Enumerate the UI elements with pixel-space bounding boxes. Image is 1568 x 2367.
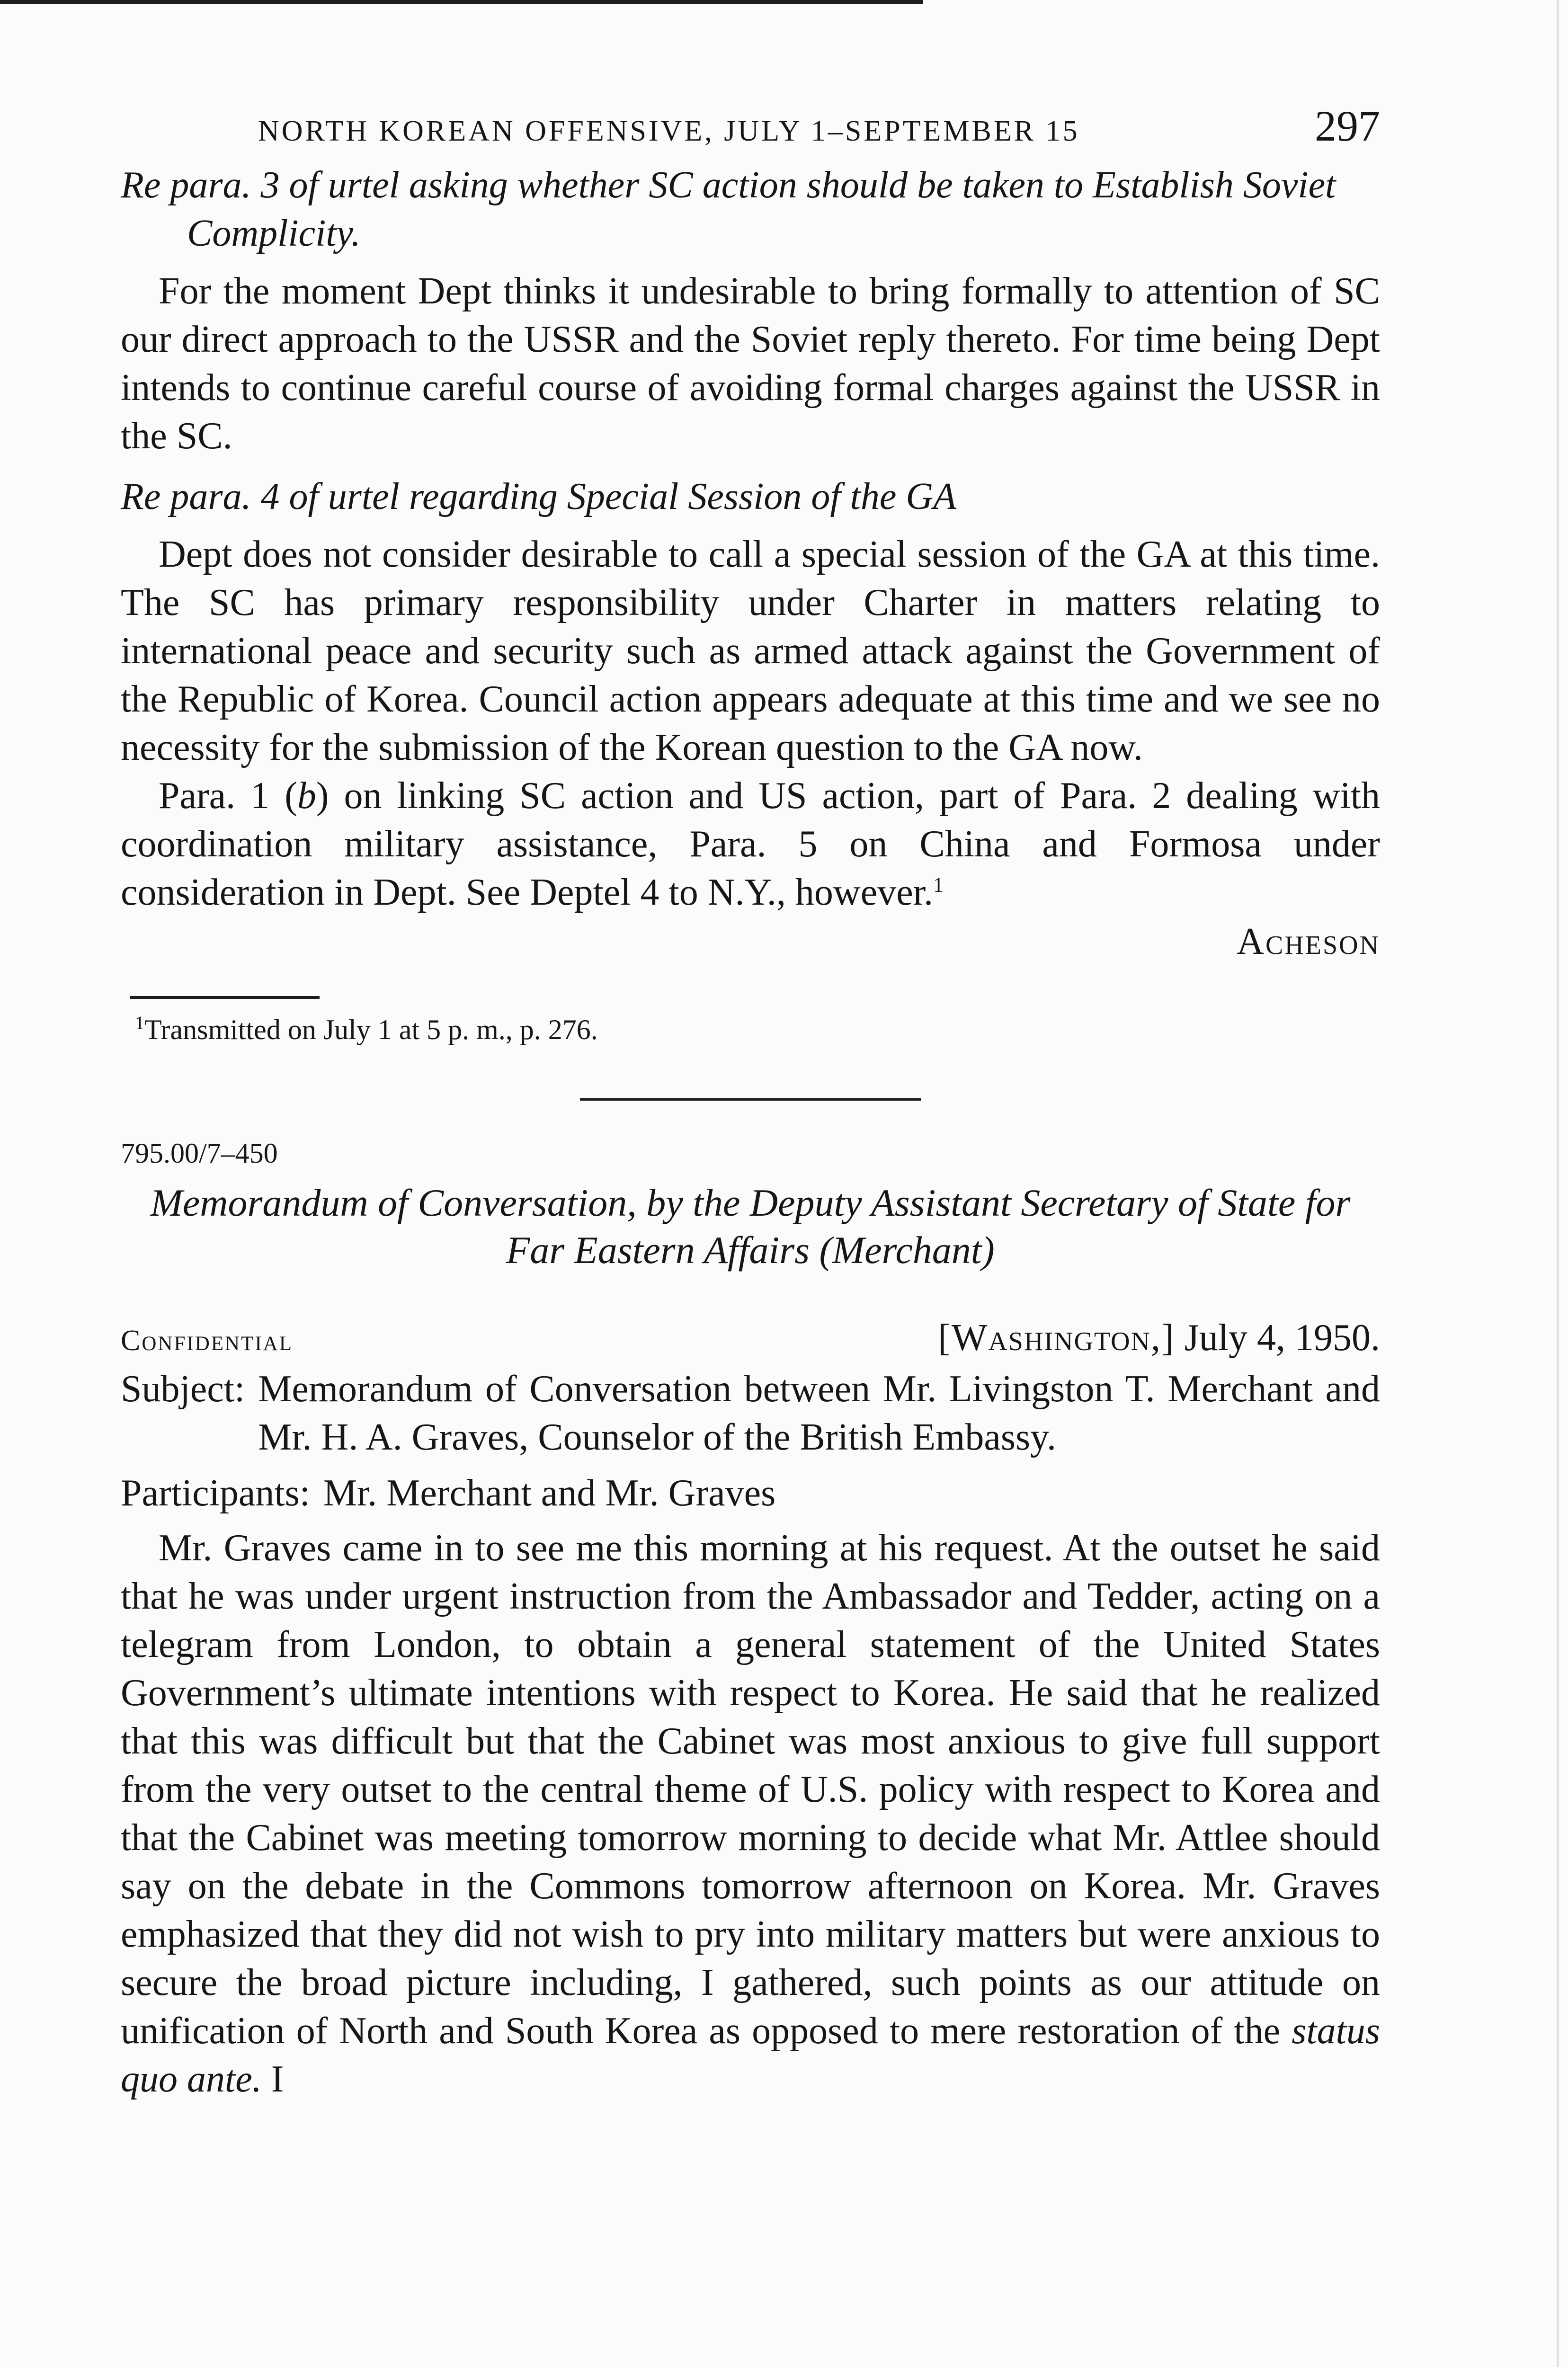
participants-text: Mr. Merchant and Mr. Graves — [323, 1472, 776, 1514]
participants-label: Participants: — [121, 1472, 310, 1514]
footnote-reference: 1 — [933, 873, 944, 897]
document-page — [121, 102, 1380, 2103]
footnote-mark: 1 — [135, 1012, 144, 1033]
memo-title: Memorandum of Conversation, by the Deputy Assistant Secretary of State for Far Eastern Affairs (Merchant) — [150, 1181, 1351, 1272]
participants-row — [121, 1469, 1380, 1517]
file-number: 795.00/7–450 — [121, 1138, 278, 1169]
memo-body-latin: status quo ante. — [121, 2010, 1380, 2100]
running-title: NORTH KOREAN OFFENSIVE, JULY 1–SEPTEMBER 15 — [258, 115, 1080, 147]
section-heading-para-4: Re para. 4 of urtel regarding Special Session of the GA — [121, 476, 956, 517]
memo-body-paragraph — [121, 1524, 1380, 2103]
section-separator — [580, 1098, 921, 1101]
top-edge-rule — [0, 0, 923, 4]
footnote — [135, 1012, 1380, 1047]
place-date — [938, 1314, 1380, 1362]
footnote-rule — [130, 996, 320, 999]
place: [Washington,] — [938, 1317, 1175, 1359]
footnote-text: Transmitted on July 1 at 5 p. m., p. 276. — [144, 1014, 598, 1045]
subject-text: Memorandum of Conversation between Mr. Livingston T. Merchant and Mr. H. A. Graves, Counselor of the British Embassy. — [258, 1368, 1380, 1458]
para-1b-letter: b — [297, 775, 316, 817]
para-1b-text-c: ) on linking SC action and US action, part of Para. 2 dealing with coordination military assistance, Para. 5 on China and Formosa under consideration in Dept. See Deptel 4 to N.Y., however. — [121, 775, 1380, 913]
section-heading-para-3: Re para. 3 of urtel asking whether SC action should be taken to Establish Soviet Complicity. — [121, 164, 1336, 254]
running-head — [121, 102, 1380, 155]
memo-body-text: Mr. Graves came in to see me this morning at his request. At the outset he said that he was under urgent instruction from the Ambassador and Tedder, acting on a telegram from London, to obtain a general statement of the United States Government’s ultimate intentions with respect to Korea. He said that he realized that this was difficult but that the Cabinet was most anxious to give full support from the very outset to the central theme of U.S. policy with respect to Korea and that the Cabinet was meeting tomorrow morning to decide what Mr. Attlee should say on the debate in the Commons tomorrow afternoon on Korea. Mr. Graves emphasized that they did not wish to pry into military matters but were anxious to secure the broad picture including, I gathered, such points as our attitude on unification of North and South Korea as opposed to mere restoration of the — [121, 1527, 1380, 2052]
page-number: 297 — [1315, 102, 1380, 150]
paragraph-para-1b — [121, 772, 1380, 917]
subject-row — [121, 1365, 1380, 1461]
paragraph-special-session: Dept does not consider desirable to call a special session of the GA at this time. The SC has primary responsibility under Charter in matters relating to international peace and security such as armed attack against the Government of the Republic of Korea. Council action appears adequate at this time and we see no necessity for the submission of the Korean question to the GA now. — [121, 534, 1380, 768]
date: July 4, 1950. — [1184, 1317, 1380, 1359]
classification: Confidential — [121, 1325, 293, 1357]
signature: Acheson — [1237, 921, 1380, 962]
memo-body-tail: I — [261, 2058, 284, 2100]
memo-meta-row — [121, 1314, 1380, 1365]
paragraph-soviet-complicity: For the moment Dept thinks it undesirable to bring formally to attention of SC our direct approach to the USSR and the Soviet reply thereto. For time being Dept intends to continue careful course of avoiding formal charges against the USSR in the SC. — [121, 270, 1380, 457]
para-1b-text-a: Para. 1 ( — [159, 775, 297, 817]
subject-label: Subject: — [121, 1368, 245, 1410]
page-right-edge — [1557, 0, 1559, 2367]
